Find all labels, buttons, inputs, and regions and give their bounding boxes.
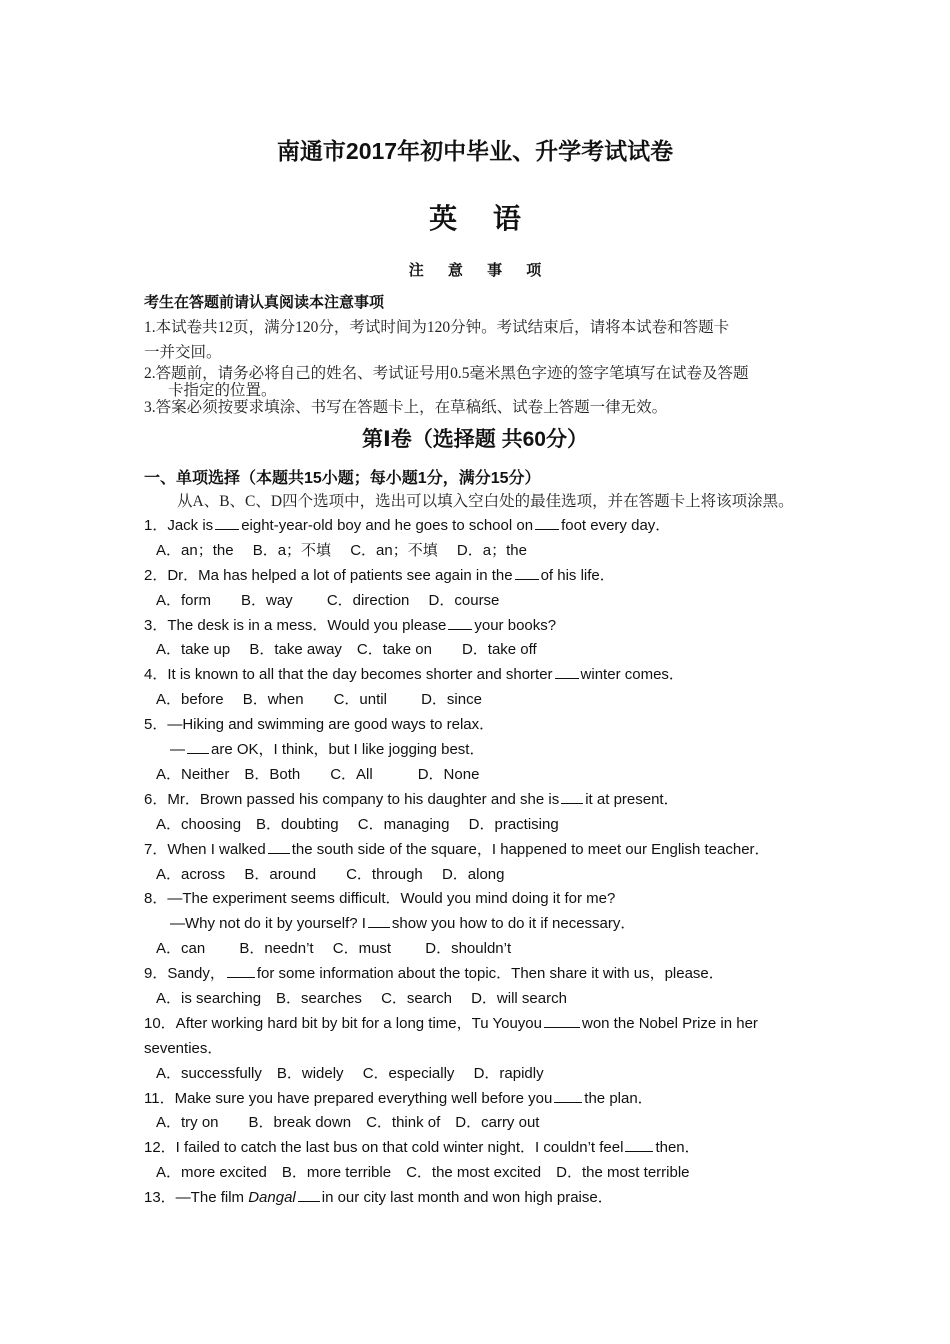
answer-blank [215, 517, 239, 530]
question-5: 5．—Hiking and swimming are good ways to relax． [144, 716, 495, 733]
answer-blank [535, 517, 559, 530]
notice-intro: 考生在答题前请认真阅读本注意事项 [144, 294, 385, 311]
question-12-options: A．more excited B．more terrible C．the most excited D．the most terrible [156, 1164, 690, 1181]
section-title: 一、单项选择（本题共15小题；每小题1分，满分15分） [144, 470, 541, 487]
notice-item-2: 2.答题前，请务必将自己的姓名、考试证号用0.5毫米黑色字迹的签字笔填写在试卷及答题 [144, 365, 749, 382]
question-1: 1．Jack is eight-year-old boy and he goes to school on foot every day． [144, 517, 671, 534]
section-instruction: 从A、B、C、D四个选项中，选出可以填入空白处的最佳选项，并在答题卡上将该项涂黑。 [177, 493, 794, 510]
answer-blank [187, 741, 209, 754]
question-11-options: A．try on B．break down C．think of D．carry out [156, 1114, 540, 1131]
question-10: 10．After working hard bit by bit for a long time，Tu Youyou won the Nobel Prize in her [144, 1015, 758, 1032]
question-4: 4．It is known to all that the day becomes shorter and shorter winter comes． [144, 666, 684, 683]
part1-title: 第Ⅰ卷（选择题 共60分） [361, 428, 588, 451]
question-6: 6．Mr．Brown passed his company to his daughter and she is it at present． [144, 791, 679, 808]
question-3-options: A．take up B．take away C．take on D．take off [156, 641, 537, 658]
answer-blank [227, 965, 255, 978]
answer-blank [448, 617, 472, 630]
notice-item-1-cont: 一并交回。 [144, 344, 222, 361]
question-7-options: A．across B．around C．through D．along [156, 866, 505, 883]
question-8-options: A．can B．needn’t C．must D．shouldn’t [156, 940, 512, 957]
question-8-reply: —Why not do it by yourself? I show you how to do it if necessary． [170, 915, 636, 932]
question-10-cont: seventies． [144, 1040, 223, 1057]
question-13: 13．—The film Dangal in our city last month and won high praise． [144, 1189, 613, 1206]
question-5-options: A．Neither B．Both C．All D．None [156, 766, 480, 783]
question-2: 2．Dr．Ma has helped a lot of patients see again in the of his life． [144, 567, 615, 584]
question-3: 3．The desk is in a mess．Would you please your books? [144, 617, 557, 634]
notice-item-3: 3.答案必须按要求填涂、书写在答题卡上，在草稿纸、试卷上答题一律无效。 [144, 399, 668, 416]
film-title: Dangal [248, 1189, 296, 1206]
notice-item-2-cont: 卡指定的位置。 [168, 382, 277, 399]
question-6-options: A．choosing B．doubting C．managing D．practising [156, 816, 559, 833]
question-2-options: A．form B．way C．direction D．course [156, 592, 500, 609]
answer-blank [561, 791, 583, 804]
answer-blank [368, 915, 390, 928]
question-9: 9．Sandy， for some information about the topic．Then share it with us，please． [144, 965, 724, 982]
answer-blank [298, 1189, 320, 1202]
question-12: 12．I failed to catch the last bus on that cold winter night．I couldn’t feel then． [144, 1139, 700, 1156]
notice-item-1: 1.本试卷共12页，满分120分，考试时间为120分钟。考试结束后，请将本试卷和答题卡 [144, 319, 730, 336]
answer-blank [515, 567, 539, 580]
question-8: 8．—The experiment seems difficult．Would you mind doing it for me? [144, 890, 616, 907]
notice-heading: 注 意 事 项 [408, 262, 552, 279]
answer-blank [555, 666, 579, 679]
answer-blank [268, 841, 290, 854]
question-4-options: A．before B．when C．until D．since [156, 691, 482, 708]
exam-title: 南通市2017年初中毕业、升学考试试卷 [276, 138, 674, 164]
question-7: 7．When I walked the south side of the square，I happened to meet our English teacher． [144, 841, 770, 858]
question-11: 11．Make sure you have prepared everything well before you the plan． [144, 1090, 653, 1107]
answer-blank [625, 1139, 653, 1152]
question-1-options: A．an；the B．a；不填 C．an；不填 D．a；the [156, 542, 527, 559]
question-10-options: A．successfully B．widely C．especially D．rapidly [156, 1065, 544, 1082]
answer-blank [544, 1015, 580, 1028]
answer-blank [554, 1090, 582, 1103]
subject-title: 英 语 [429, 203, 535, 234]
question-9-options: A．is searching B．searches C．search D．will search [156, 990, 567, 1007]
question-5-reply: — are OK，I think，but I like jogging best． [170, 741, 485, 758]
